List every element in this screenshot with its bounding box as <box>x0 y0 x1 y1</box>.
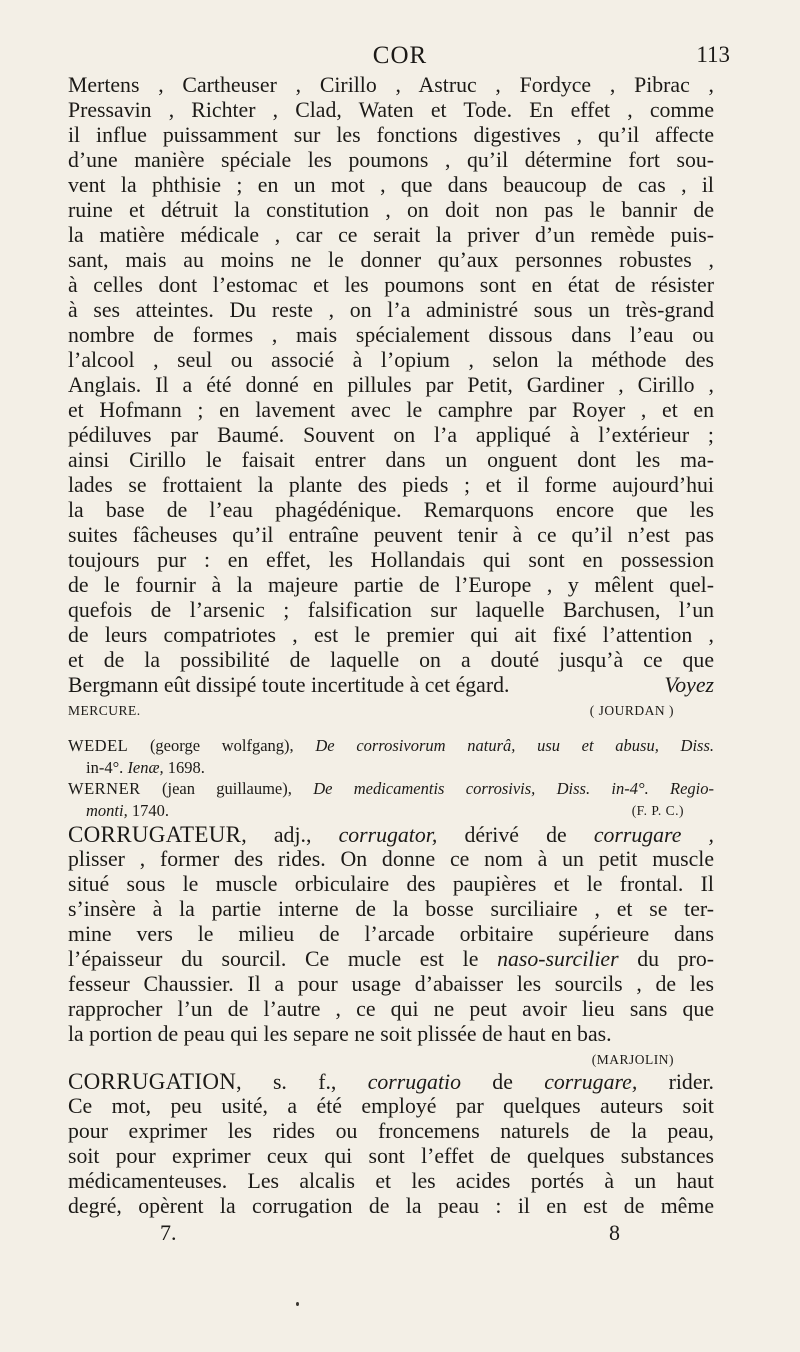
text-line: la matière médicale , car ce serait la priver d’un remède puis- <box>68 223 714 247</box>
text-line: nombre de formes , mais spécialement dissous dans l’eau ou <box>68 323 714 347</box>
text-line <box>68 822 714 847</box>
text-line: et Hofmann ; en lavement avec le camphre par Royer , et en <box>68 398 714 422</box>
text-line: vent la phthisie ; en un mot , que dans beaucoup de cas , il <box>68 173 714 197</box>
bib-format: in-4°. <box>86 757 124 777</box>
bib-author: WERNER <box>68 779 141 798</box>
text-line: rapprocher l’un de l’autre , ce qui ne peut avoir lieu sans que <box>68 997 714 1021</box>
latin-term: corrugator, <box>338 823 438 847</box>
text-line: ruine et détruit la constitution , on doit non pas le bannir de <box>68 198 714 222</box>
voyez-reference: Voyez <box>664 673 714 697</box>
entry-corrugateur <box>68 822 714 1072</box>
text-line: médicamenteuses. Les alcalis et les acides portés à un haut <box>68 1169 714 1193</box>
text-line <box>68 673 714 698</box>
text-line: soit pour exprimer ceux qui sont l’effet de quelques substances <box>68 1144 714 1168</box>
text-line: lades se frottaient la plante des pieds ; et il forme aujourd’hui <box>68 473 714 497</box>
ink-speck <box>296 1302 299 1306</box>
text-line: degré, opèrent la corrugation de la peau : il en est de même <box>68 1194 714 1218</box>
latin-term: corrugare, <box>544 1070 638 1094</box>
cross-reference-mercure: MERCURE. <box>68 703 141 718</box>
author-signature: ( JOURDAN ) <box>589 703 674 718</box>
text-line: toujours pur : en effet, les Hollandais qui sont en possession <box>68 548 714 572</box>
bib-author: WEDEL <box>68 736 129 755</box>
running-head-title: COR <box>372 42 428 69</box>
text-line: pédiluves par Baumé. Souvent on l’a appliqué à l’extérieur ; <box>68 423 714 447</box>
bib-place-cont: monti, <box>86 800 128 820</box>
latin-term: naso-surcilier <box>497 947 619 971</box>
entry-headword: CORRUGATEUR <box>68 822 242 847</box>
author-signature: (MARJOLIN) <box>591 1052 674 1067</box>
text-line: fesseur Chaussier. Il a pour usage d’abaisser les sourcils , de les <box>68 972 714 996</box>
bib-title: De medicamentis corrosivis, <box>313 779 536 798</box>
text-line: suites fâcheuses qu’il entraîne peuvent tenir à ce qu’il n’est pas <box>68 523 714 547</box>
bib-year: 1740. <box>131 800 169 820</box>
author-signature: (F. P. C.) <box>631 802 684 818</box>
text-line: pour exprimer les rides ou froncemens naturels de la peau, <box>68 1119 714 1143</box>
bibliography-entry-werner <box>68 778 714 800</box>
text-span: l’épaisseur du sourcil. Ce mucle est le <box>68 947 479 971</box>
text-line: à ses atteintes. Du reste , on l’a administré sous un très-grand <box>68 298 714 322</box>
signature-mark: 8 <box>609 1220 620 1245</box>
text-span: de <box>460 1070 545 1094</box>
entry-corrugation <box>68 1069 714 1219</box>
text-line: et de la possibilité de laquelle on a douté jusqu’à ce que <box>68 648 714 672</box>
paragraph-cor-continued <box>68 73 714 723</box>
bib-title: De corrosivorum naturâ, usu et abusu, <box>315 736 659 755</box>
text-line: Pressavin , Richter , Clad, Waten et Tode. En effet , comme <box>68 98 714 122</box>
text-line: s’insère à la partie interne de la bosse surciliaire , et se ter- <box>68 897 714 921</box>
text-line: situé sous le muscle orbiculaire des paupières et le frontal. Il <box>68 872 714 896</box>
bib-year: 1698. <box>167 757 205 777</box>
bibliography-entry-wedel <box>68 735 714 757</box>
bib-diss: Diss. in-4°. <box>556 779 649 798</box>
text-span: Bergmann eût dissipé toute incertitude à cet égard. <box>68 673 510 697</box>
page-number: 113 <box>696 42 730 67</box>
text-line: la base de l’eau phagédénique. Remarquons encore que les <box>68 498 714 522</box>
text-line: il influe puissamment sur les fonctions digestives , qu’il affecte <box>68 123 714 147</box>
text-line: quefois de l’arsenic ; falsification sur laquelle Barchusen, l’un <box>68 598 714 622</box>
bibliography-entry-werner-cont <box>68 800 714 822</box>
page-footer <box>160 1220 620 1250</box>
text-line: plisser , former des rides. On donne ce nom à un petit muscle <box>68 847 714 871</box>
entry-headword: CORRUGATION <box>68 1069 237 1094</box>
text-span: , s. f., <box>236 1070 368 1094</box>
text-line: ainsi Cirillo le faisait entrer dans un onguent dont les ma- <box>68 448 714 472</box>
text-line: Mertens , Cartheuser , Cirillo , Astruc , Fordyce , Pibrac , <box>68 73 714 97</box>
text-line: mine vers le milieu de l’arcade orbitaire supérieure dans <box>68 922 714 946</box>
text-span: , adj., <box>241 823 339 847</box>
text-line: d’une manière spéciale les poumons , qu’il détermine fort sou- <box>68 148 714 172</box>
signature-line <box>68 698 714 723</box>
latin-term: corrugare , <box>593 823 714 847</box>
bibliography-entry-wedel-cont <box>68 757 714 779</box>
text-span: rider. <box>637 1070 714 1094</box>
bib-author-given: (george wolfgang), <box>149 736 294 755</box>
text-line: la portion de peau qui les separe ne soit plissée de haut en bas. <box>68 1022 612 1046</box>
text-span: du pro- <box>637 947 714 971</box>
text-line: Anglais. Il a été donné en pillules par Petit, Gardiner , Cirillo , <box>68 373 714 397</box>
bib-author-given: (jean guillaume), <box>161 779 292 798</box>
volume-mark: 7. <box>160 1220 177 1245</box>
latin-term: corrugatio <box>367 1070 461 1094</box>
text-line: à celles dont l’estomac et les poumons sont en état de résister <box>68 273 714 297</box>
text-line <box>68 947 714 972</box>
text-line: sant, mais au moins ne le donner qu’aux personnes robustes , <box>68 248 714 272</box>
running-head <box>70 42 730 72</box>
text-line: Ce mot, peu usité, a été employé par quelques auteurs soit <box>68 1094 714 1118</box>
bib-place: Ienæ, <box>127 757 164 777</box>
text-line: de le fournir à la majeure partie de l’Europe , y mêlent quel- <box>68 573 714 597</box>
bib-place: Regio- <box>670 779 714 798</box>
text-line <box>68 1069 714 1094</box>
bib-diss: Diss. <box>680 736 714 755</box>
text-line: l’alcool , seul ou associé à l’opium , selon la méthode des <box>68 348 714 372</box>
text-line: de leurs compatriotes , est le premier qui ait fixé l’attention , <box>68 623 714 647</box>
text-span: dérivé de <box>437 823 594 847</box>
bibliography <box>68 735 714 821</box>
